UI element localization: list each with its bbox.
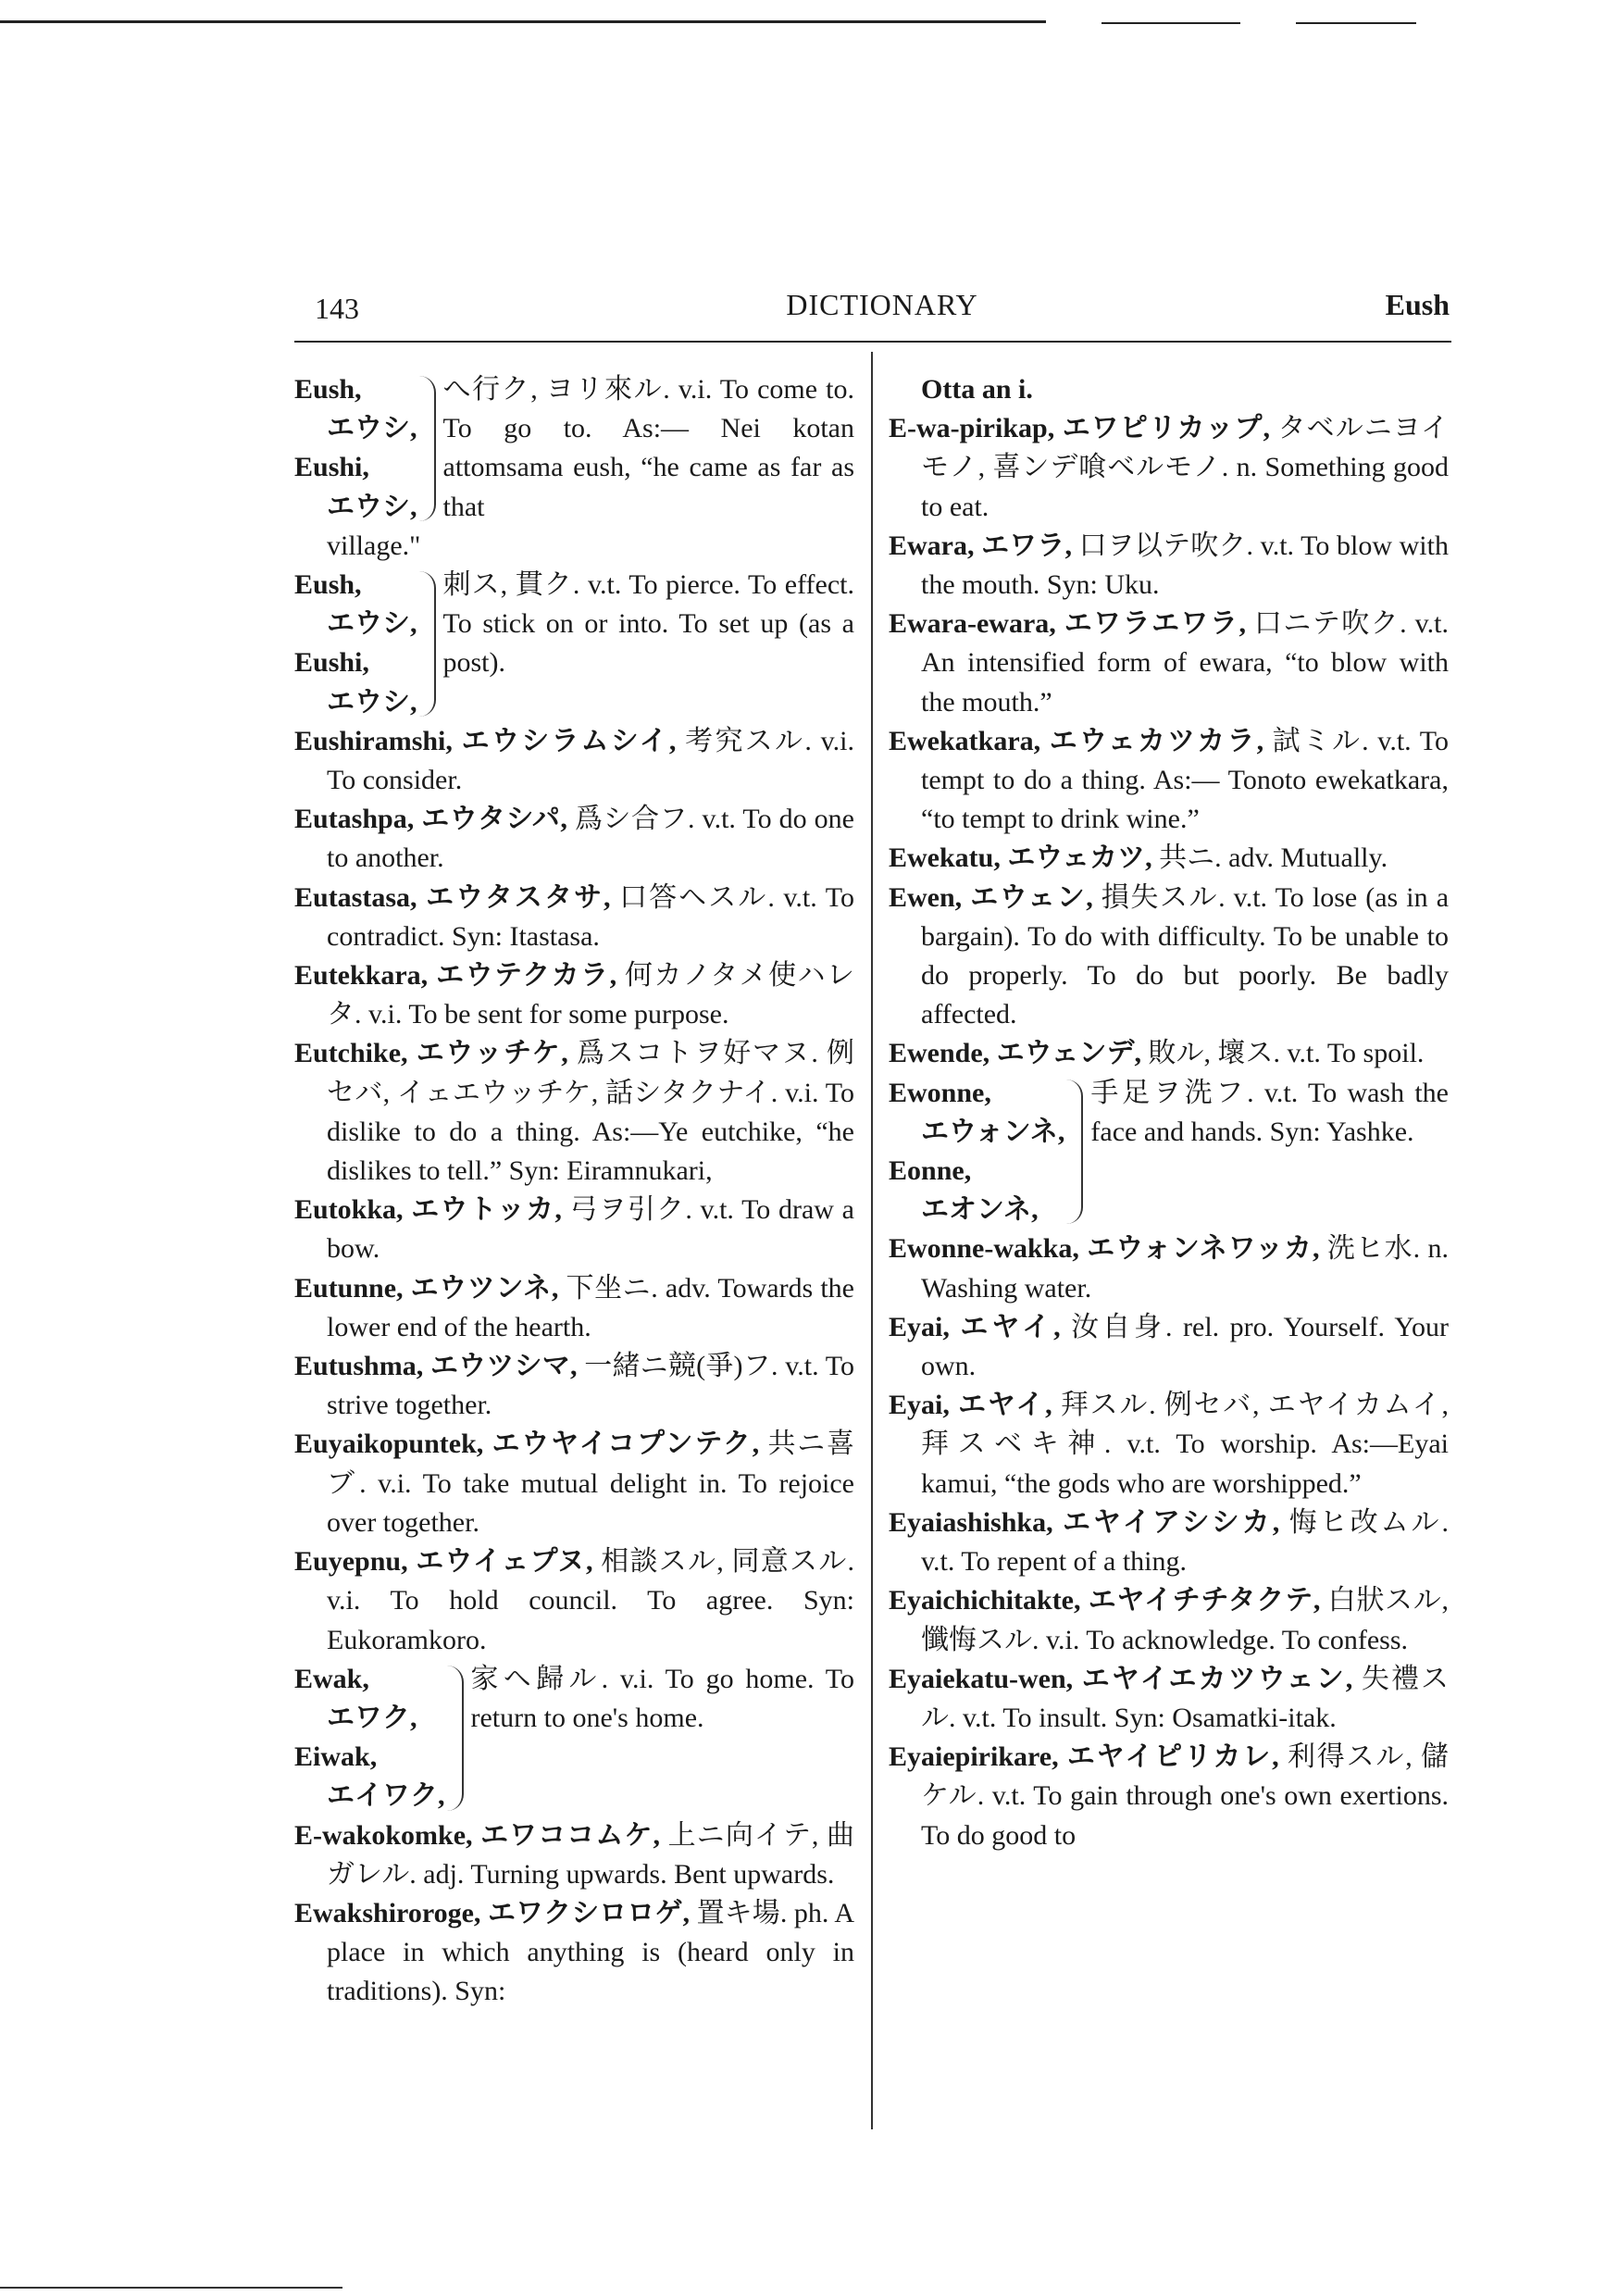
left-column (294, 370, 854, 2012)
definition: 手足ヲ洗フ. v.t. To wash the face and hands. Syn: Yashke. (1090, 1077, 1449, 1147)
headword-kana: エウシ, (327, 491, 417, 522)
entry-group (294, 566, 854, 722)
dictionary-entry: Euyepnu, エウイェプヌ, 相談スル, 同意スル. v.i. To hold council. To agree. Syn: Eukoramkoro. (294, 1546, 854, 1655)
headword: Eiwak, (294, 1741, 378, 1773)
entry-group (294, 370, 854, 527)
headword-kana: エウォンネ, (921, 1116, 1065, 1147)
dictionary-entry: Ewakshiroroge, エワクシロロゲ, 置キ場. ph. A place in which anything is (heard only in traditions). Syn: (294, 1897, 854, 2007)
headword-kana: エウシ, (327, 608, 417, 640)
guide-word: Eush (1385, 288, 1450, 321)
entry-continuation: Otta an i. (921, 374, 1033, 405)
entry-group (889, 1074, 1449, 1230)
entry-group (294, 1660, 854, 1816)
headword-kana: エウシ, (327, 413, 417, 444)
headword: Eushi, (294, 452, 369, 483)
dictionary-entry: Euyaikopuntek, エウヤイコプンテク, 共ニ喜ブ. v.i. To take mutual delight in. To rejoice over together. (294, 1429, 855, 1538)
headword-kana: エウシ, (327, 686, 417, 718)
dictionary-entry: Eyai, エヤイ, 拜スル. 例セバ, エヤイカムイ, 拜スベキ神. v.t. To worship. As:—Eyai kamui, “the gods who are worshipped.” (889, 1390, 1449, 1499)
brace (447, 1666, 464, 1811)
header-rule (294, 341, 1451, 343)
dictionary-entry: Eyai, エヤイ, 汝自身. rel. pro. Yourself. Your own. (889, 1311, 1449, 1382)
definition: へ行ク, ヨリ來ル. v.i. To come to. To go to. As:— Nei kotan attomsama eush, “he came as far as that (442, 374, 854, 522)
dictionary-entry: Eyaiepirikare, エヤイピリカレ, 利得スル, 儲ケル. v.t. To gain through one's own exertions. To do good to (889, 1741, 1450, 1851)
headword-kana: エイワク, (327, 1780, 445, 1812)
dictionary-entry: Eyaiashishka, エヤイアシシカ, 悔ヒ改ムル. v.t. To repent of a thing. (889, 1506, 1449, 1578)
dictionary-entry: Ewen, エウェン, 損失スル. v.t. To lose (as in a bargain). To do with difficulty. To be unable to do properly. To do but poorly. Be badly affected. (889, 881, 1450, 1030)
brace (419, 571, 436, 717)
dictionary-entry: Eutekkara, エウテクカラ, 何カノタメ使ハレタ. v.i. To be sent for some purpose. (294, 960, 855, 1030)
headword-kana: エワク, (327, 1702, 417, 1733)
page-header (315, 282, 1450, 329)
page-title: DICTIONARY (786, 288, 978, 321)
headword: Eush, (294, 569, 362, 601)
dictionary-entry: Ewara-ewara, エワラエワラ, 口ニテ吹ク. v.t. An intensified form of ewara, “to blow with the mouth.” (889, 608, 1450, 718)
dictionary-entry: Eyaiekatu-wen, エヤイエカツウェン, 失禮スル. v.t. To insult. Syn: Osamatki-itak. (889, 1663, 1450, 1733)
top-rule-right (1101, 22, 1240, 24)
right-column (889, 370, 1449, 1855)
definition: 刺ス, 貫ク. v.t. To pierce. To effect. To stick on or into. To set up (as a post). (442, 569, 854, 679)
dictionary-entry: Ewende, エウェンデ, 敗ル, 壞ス. v.t. To spoil. (889, 1038, 1425, 1069)
dictionary-entry: E-wakokomke, エワココムケ, 上ニ向イテ, 曲ガレル. adj. Turning upwards. Bent upwards. (294, 1819, 854, 1890)
dictionary-entry: Ewara, エワラ, 口ヲ以テ吹ク. v.t. To blow with the mouth. Syn: Uku. (889, 530, 1449, 601)
headword: Eush, (294, 374, 362, 405)
dictionary-entry: Eyaichichitakte, エヤイチチタクテ, 白狀スル, 懺悔スル. v.i. To acknowledge. To confess. (889, 1585, 1450, 1655)
top-rule (0, 20, 1046, 23)
dictionary-entry: Eutunne, エウツンネ, 下坐ニ. adv. Towards the lower end of the hearth. (294, 1272, 854, 1342)
dictionary-entry: Eutushma, エウツシマ, 一緒ニ競(爭)フ. v.t. To strive together. (294, 1351, 854, 1421)
dictionary-entry: Eutchike, エウッチケ, 爲スコトヲ好マヌ. 例セバ, イェエウッチケ, 話シタクナイ. v.i. To dislike to do a thing. As:—Ye eutchike, “he dislikes to tell.” Syn: Eiramnukari, (294, 1038, 854, 1187)
dictionary-entry: Eushiramshi, エウシラムシイ, 考究スル. v.i. To consider. (294, 725, 854, 796)
headword: Ewonne, (889, 1077, 991, 1108)
bottom-rule (0, 2287, 342, 2289)
page-number: 143 (315, 292, 359, 325)
brace (1066, 1079, 1083, 1225)
top-rule-far-right (1296, 22, 1416, 24)
column-divider (871, 352, 873, 2129)
definition: 家ヘ歸ル. v.i. To go home. To return to one's home. (470, 1663, 854, 1733)
definition-continuation: village." (327, 530, 421, 561)
headword: Eonne, (889, 1155, 972, 1187)
brace (419, 376, 436, 521)
dictionary-entry: Eutashpa, エウタシパ, 爲シ合フ. v.t. To do one to another. (294, 804, 854, 874)
dictionary-entry: Ewonne-wakka, エウォンネワッカ, 洗ヒ水. n. Washing water. (889, 1233, 1449, 1304)
dictionary-entry: Ewekatkara, エウェカツカラ, 試ミル. v.t. To tempt to do a thing. As:— Tonoto ewekatkara, “to tempt to drink wine.” (889, 725, 1450, 835)
dictionary-entry: E-wa-pirikap, エワピリカップ, タベルニヨイモノ, 喜ンデ喰ベルモノ. n. Something good to eat. (889, 413, 1449, 522)
headword: Eushi, (294, 647, 369, 679)
headword-kana: エオンネ, (921, 1194, 1039, 1226)
dictionary-entry: Ewekatu, エウェカツ, 共ニ. adv. Mutually. (889, 842, 1388, 874)
dictionary-entry: Eutastasa, エウタスタサ, 口答ヘスル. v.t. To contradict. Syn: Itastasa. (294, 881, 854, 952)
dictionary-entry: Eutokka, エウトッカ, 弓ヲ引ク. v.t. To draw a bow. (294, 1194, 854, 1265)
headword: Ewak, (294, 1663, 369, 1694)
